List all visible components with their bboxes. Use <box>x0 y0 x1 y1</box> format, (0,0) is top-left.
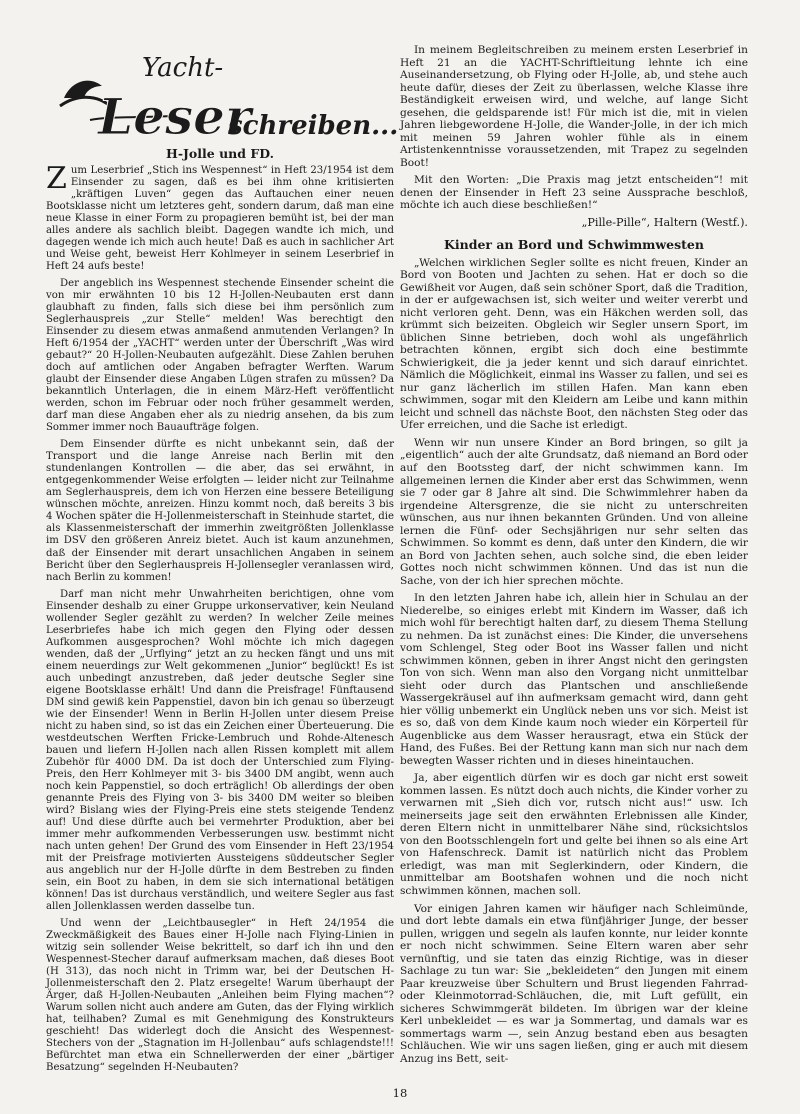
article-paragraph: Mit den Worten: „Die Praxis mag jetzt entscheiden“! mit denen der Einsender in Heft 23 seine Aussprache beschloß, möchte ich auch diese beschließen!“ <box>400 174 748 212</box>
article-paragraph: Der angeblich ins Wespennest stechende Einsender scheint die von mir erwähnten 10 bis 12 H-Jollen-Neubauten erst dann glaubhaft zu finden, falls sich diese bei ihm persönlich zum Seglerhauspreis „zur Stelle“ melden! Was berechtigt den Einsender zu diesem etwas anmaßend anmutenden Verlangen? In Heft 6/1954 der „YACHT“ werden unter der Überschrift „Was wird gebaut?“ 20 H-Jollen-Neubauten aufgezählt. Diese Zahlen beruhen doch auf amtlichen oder Angaben befragter Werften. Warum glaubt der Einsender diese Angaben Lügen strafen zu müssen? Da bekanntlich Unterlagen, die in einem März-Heft veröffentlicht werden, schon im Februar oder noch früher gesammelt werden, darf man diese Angaben eher als zu niedrig ansehen, da bis zum Sommer immer noch Bauaufträge folgen. <box>46 278 394 434</box>
article-paragraph: Ja, aber eigentlich dürfen wir es doch gar nicht erst soweit kommen lassen. Es nützt doch auch nichts, die Kinder vorher zu verwarnen mit „Sieh dich vor, rutsch nicht aus!“ usw. Ich meinerseits jage seit den erwähnten Erlebnissen alle Kinder, deren Eltern nicht in unmittelbarer Nähe sind, rücksichtslos von den Bootsschlengeln fort und gelte bei ihnen so als eine Art von Hafenschreck. Damit ist natürlich nicht das Problem erledigt, was man mit Seglerkindern, oder Kindern, die unmittelbar am Bootshafen wohnen und die noch nicht schwimmen können, machen soll. <box>400 772 748 897</box>
article-paragraph: Wenn wir nun unsere Kinder an Bord bringen, so gilt ja „eigentlich“ auch der alte Grundsatz, daß niemand an Bord oder auf den Bootssteg darf, der nicht schwimmen kann. Im allgemeinen lernen die Kinder aber erst das Schwimmen, wenn sie 7 oder gar 8 Jahre alt sind. Die Schwimmlehrer haben da irgendeine Altersgrenze, die sie nicht zu unterschreiten wünschen, aus nur ihnen bekannten Gründen. Und von alleine lernen die Fünf- oder Sechsjährigen nur sehr selten das Schwimmen. So kommt es denn, daß unter den Kindern, die wir an Bord von Jachten sehen, auch solche sind, die eben leider Gottes noch nicht schwimmen können. Und das ist nun die Sache, von der ich hier sprechen möchte. <box>400 436 748 587</box>
article-heading-h-jolle: H-Jolle und FD. <box>166 146 274 161</box>
wave-ornament-icon <box>64 81 102 98</box>
article-paragraph: Dem Einsender dürfte es nicht unbekannt sein, daß der Transport und die lange Anreise nach Berlin mit den stundenlangen Kontrollen — die aber, das sei erwähnt, in entgegenkommender Weise erfolgten — leider nicht zur Teilnahme am Seglerhauspreis, dem ich von Herzen eine bessere Beteiligung wünschen möchte, anreizen. Hinzu kommt noch, daß bereits 3 bis 4 Wochen später die H-Jollenmeisterschaft in Steinhude startet, die als Klassenmeisterschaft der immerhin zweitgrößten Jollenklasse im DSV den größeren Anreiz bietet. Auch ist kaum anzunehmen, daß der Einsender mit derart unsachlichen Angaben in seinem Bericht über den Seglerhauspreis H-Jollensegler veranlassen wird, nach Berlin zu kommen! <box>46 439 394 583</box>
article-paragraph <box>46 161 394 273</box>
right-column <box>400 44 748 1070</box>
letter-signature: „Pille-Pille“, Haltern (Westf.). <box>581 215 748 229</box>
article-heading-kinder: Kinder an Bord und Schwimmwesten <box>444 237 704 253</box>
paragraph-text: um Leserbrief „Stich ins Wespennest“ in Heft 23/1954 ist dem Einsender zu sagen, daß es bei ihm ohne kritisierten „kräftigen Luven“ gegen das Auftauchen einer neuen Bootsklasse nicht um letzteres geht, sondern darum, daß man eine neue Klasse in einer Form zu propagieren bemüht ist, bei der man alles andere als sachlich bleibt. Dagegen wandte ich mich, und dagegen wende ich mich auch heute! Daß es auch in sachlicher Art und Weise geht, beweist Herr Kohlmeyer in seinem Leserbrief in Heft 24 aufs beste! <box>46 165 394 273</box>
masthead-leser: Leser <box>98 87 252 146</box>
left-column <box>46 148 394 1079</box>
page-number: 18 <box>392 1086 408 1100</box>
article-paragraph: In den letzten Jahren habe ich, allein hier in Schulau an der Niederelbe, so einiges erlebt mit Kindern im Wasser, daß ich mich wohl für berechtigt halten darf, zu diesem Thema Stellung zu nehmen. Da ist zunächst eines: Die Kinder, die unversehens vom Schlengel, Steg oder Boot ins Wasser fallen und nicht schwimmen können, geben in ihrer Angst nicht den geringsten Ton von sich. Wenn man also den Vorgang nicht unmittelbar sieht oder durch das Plantschen und anschließende Wassergekräusel auf ihn aufmerksam gemacht wird, dann geht hier völlig unbemerkt ein Unglück neben uns vor sich. Meist ist es so, daß von dem Kinde kaum noch wieder ein Körperteil für Augenblicke aus dem Wasser herausragt, etwa ein Stück der Hand, des Fußes. Bei der Rettung kann man sich nur nach dem bewegten Wasser richten und in dieses hineintauchen. <box>400 592 748 767</box>
article-paragraph: In meinem Begleitschreiben zu meinem ersten Leserbrief in Heft 21 an die YACHT-Schriftleitung lehnte ich eine Auseinandersetzung, ob Flying oder H-Jolle, ab, und stehe auch heute dafür, dieses der Zeit zu überlassen, welche Klasse ihre Beständigkeit erweisen wird, und welche, auf lange Sicht gesehen, die geldsparende ist! Für mich ist die, mit in vielen Jahren liebgewordene H-Jolle, die Wander-Jolle, in der ich mich mit meinen 59 Jahren wohler fühle als in einem Artistenkenntnisse voraussetzenden, mit Trapez zu segelnden Boot! <box>400 44 748 169</box>
article-paragraph: Darf man nicht mehr Unwahrheiten berichtigen, ohne vom Einsender deshalb zu einer Gruppe urkonservativer, kein Neuland wollender Segler gezählt zu werden? In welcher Zeile meines Leserbriefes habe ich mich gegen den Flying oder dessen Aufkommen ausgesprochen? Wohl möchte ich mich dagegen wenden, daß der „Urflying“ jetzt an zu hecken fängt und uns mit einem neuerdings zur Welt gekommenen „Junior“ beglückt! Es ist auch unbedingt anzustreben, daß jeder deutsche Segler sine eigene Bootsklasse erhält! Und dann die Preisfrage! Fünftausend DM sind gewiß kein Pappenstiel, davon bin ich genau so überzeugt wie der Einsender! Wenn in Berlin H-Jollen unter diesem Preise nicht zu haben sind, so ist das ein Zeichen einer Überteuerung. Die westdeutschen Werften Fricke-Lembruch und Rohde-Altenesch bauen und liefern H-Jollen nach allen Rissen komplett mit allem Zubehör für 4000 DM. Da ist doch der Unterschied zum Flying-Preis, den Herr Kohlmeyer mit 3- bis 3400 DM angibt, wenn auch noch kein Pappenstiel, so doch erträglich! Ob allerdings der oben genannte Preis des Flying von 3- bis 3400 DM weiter so bleiben wird? Bislang wies der Flying-Preis eine stets steigende Tendenz auf! Und diese dürfte auch bei vermehrter Produktion, aber bei immer mehr aufkommenden Verbesserungen usw. bestimmt nicht nach unten gehen! Der Grund des vom Einsender in Heft 23/1954 mit der Preisfrage motivierten Aussteigens süddeutscher Segler aus angeblich nur der H-Jolle dürfte in dem Bestreben zu finden sein, ein Boot zu haben, in dem sie sich international betätigen können! Das ist durchaus verständlich, und weitere Segler aus fast allen Jollenklassen werden dasselbe tun. <box>46 588 394 912</box>
article-paragraph: Und wenn der „Leichtbausegler“ in Heft 24/1954 die Zweckmäßigkeit des Baues einer H-Jolle nach Flying-Linien in witzig sein sollender Weise bekrittelt, so darf ich ihn und den Wespennest-Stecher darauf aufmerksam machen, daß dieses Boot (H 313), das noch nicht in Trimm war, bei der Deutschen H-Jollenmeisterschaft den 2. Platz ersegelte! Warum überhaupt der Ärger, daß H-Jollen-Neubauten „Anleihen beim Flying machen“? Warum sollen nicht auch andere am Guten, das der Flying wirklich hat, teilhaben? Zumal es mit Genehmigung des Konstrukteurs geschieht! Das widerlegt doch die Ansicht des Wespennest-Stechers von der „Stagnation im H-Jollenbau“ aufs schlagendste!!! Befürchtet man etwa ein Schnellerwerden der einer „bärtiger Besatzung“ segelnden H-Neubauten? <box>46 917 394 1074</box>
masthead-logo <box>50 46 399 146</box>
drop-cap: Z <box>46 161 67 197</box>
article-paragraph: Vor einigen Jahren kamen wir häufiger nach Schleimünde, und dort lebte damals ein etwa fünfjähriger Junge, der besser pullen, wriggen und segeln als laufen konnte, nur leider konnte er noch nicht schwimmen. Seine Eltern waren aber sehr vernünftig, und sie taten das einzig Richtige, was in dieser Sachlage zu tun war: Sie „bekleideten“ den Jungen mit einem Paar kreuzweise über Schultern und Brust liegenden Fahrrad- oder Kleinmotorrad-Schläuchen, die, mit Luft gefüllt, ein sicheres Schwimmgerät bildeten. Im übrigen war der kleine Kerl unbekleidet — es war ja Sommertag, und damals war es sommertags warm —, sein Anzug bestand eben aus besagten Schläuchen. Wie wir uns sagen ließen, ging er auch mit diesem Anzug ins Bett, seit- <box>400 902 748 1065</box>
article-paragraph: „Welchen wirklichen Segler sollte es nicht freuen, Kinder an Bord von Booten und Jachten zu sehen. Hat er doch so die Gewißheit vor Augen, daß sein schöner Sport, daß die Tradition, in der er aufgewachsen ist, sich weiter und weiter vererbt und nicht verloren geht. Denn, was ein Häkchen werden soll, das krümmt sich beizeiten. Obgleich wir Segler unsern Sport, im üblichen Sinne betrieben, doch wohl als ungefährlich betrachten können, ergibt sich doch eine bestimmte Schwierigkeit, die ja jeder kennt und sich darauf einrichtet. Nämlich die Möglichkeit, einmal ins Wasser zu fallen, und sei es nur ganz lächerlich im stillen Hafen. Man kann eben schwimmen, sogar mit den Kleidern am Leibe und kann mithin leicht und schnell das nächste Boot, den nächsten Steg oder das Ufer erreichen, und die Sache ist erledigt. <box>400 256 748 432</box>
masthead-lettering <box>50 46 399 146</box>
masthead-yacht: Yacht- <box>142 53 224 83</box>
masthead-schreiben: schreiben... <box>228 111 399 141</box>
